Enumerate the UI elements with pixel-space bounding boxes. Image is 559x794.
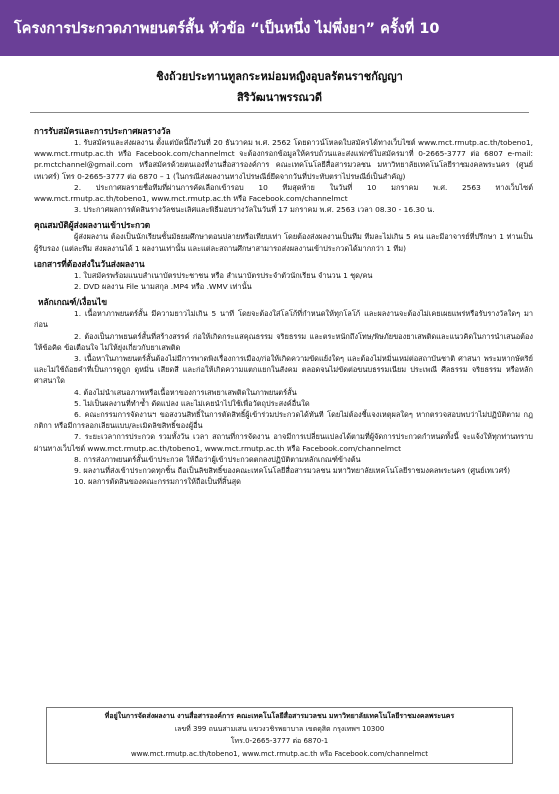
rules-item-4: 4. ต้องไม่นำเสนอภาพหรือเนื้อหาของการเสพยาเสพติดในภาพยนตร์สั้น xyxy=(74,387,297,397)
section-heading-apply: การรับสมัครและการประกาศผลรางวัล xyxy=(34,126,171,136)
qualifications-text: ผู้ส่งผลงาน ต้องเป็นนักเรียนชั้นมัธยมศึกษาตอนปลายหรือเทียบเท่า โดยต้องส่งผลงานเป็นทีม ทีมละไม่เกิน 5 คน และมีอาจารย์ที่ปรึกษา 1 ท่านเป็นผู้รับรอง (แต่ละทีม ส่งผลงานได้ 1 ผลงานเท่านั้น และแต่ละสถานศึกษาสามารถส่งผลงานเข้าประกวดได้มากกว่า 1 ทีม) xyxy=(34,232,533,253)
document-body xyxy=(0,113,559,487)
section-heading-qualifications: คุณสมบัติผู้ส่งผลงานเข้าประกวด xyxy=(34,220,151,231)
apply-item-3: 3. ประกาศผลการตัดสินรางวัลชนะเลิศและพิธีมอบรางวัลในวันที่ 17 มกราคม พ.ศ. 2563 เวลา 08.30 - 16.30 น. xyxy=(74,205,435,215)
footer-line-1: ที่อยู่ในการจัดส่งผลงาน งานสื่อสารองค์การ คณะเทคโนโลยีสื่อสารมวลชน มหาวิทยาลัยเทคโนโลยีราชมงคลพระนคร xyxy=(104,712,455,720)
rules-item-7: 7. ระยะเวลาการประกวด รวมทั้งวัน เวลา สถานที่การจัดงาน อาจมีการเปลี่ยนแปลงได้ตามที่ผู้จัดการประกวดกำหนดทั้งนี้ จะแจ้งให้ทุกท่านทราบผ่านทางเว็บไซต์ www.mct.rmutp.ac.th/tobeno1, www.mct.rmutp.ac.th หรือ Facebook.com/channelmct xyxy=(34,432,533,453)
apply-item-2: 2. ประกาศผลรายชื่อทีมที่ผ่านการคัดเลือกเข้ารอบ 10 ทีมสุดท้าย ในวันที่ 10 มกราคม พ.ศ. 2563 ทางเว็บไซต์ www.mct.rmutp.ac.th/tobeno1, www.mct.rmutp.ac.th หรือ Facebook.com/channelmct xyxy=(34,182,533,204)
rules-item-1: 1. เนื้อหาภาพยนตร์สั้น มีความยาวไม่เกิน 5 นาที โดยจะต้องใส่โลโก้ที่กำหนดให้ทุกโลโก้ และผลงานจะต้องไม่เคยเผยแพร่หรือรับรางวัลใดๆ มาก่อน xyxy=(34,309,533,330)
banner-title: โครงการประกวดภาพยนตร์สั้น หัวข้อ “เป็นหนึ่ง ไม่พึ่งยา” ครั้งที่ 10 xyxy=(14,20,440,37)
documents-item-1: 1. ใบสมัครพร้อมแนบสำเนาบัตรประชาชน หรือ สำเนาบัตรประจำตัวนักเรียน จำนวน 1 ชุด/คน xyxy=(74,270,373,280)
footer-line-3: โทร.0-2665-3777 ต่อ 6870-1 xyxy=(230,737,329,745)
address-box xyxy=(46,707,513,764)
documents-item-2: 2. DVD ผลงาน File นามสกุล .MP4 หรือ .WMV เท่านั้น xyxy=(74,282,252,292)
subtitle-line-1: ชิงถ้วยประทานทูลกระหม่อมหญิงอุบลรัตนราชกัญญา xyxy=(156,70,403,83)
footer-line-2: เลขที่ 399 ถนนสามเสน แขวงวชิรพยาบาล เขตดุสิต กรุงเทพฯ 10300 xyxy=(174,724,385,733)
footer-line-4: www.mct.rmutp.ac.th/tobeno1, www.mct.rmutp.ac.th หรือ Facebook.com/channelmct xyxy=(130,749,429,758)
rules-item-9: 9. ผลงานที่ส่งเข้าประกวดทุกชิ้น ถือเป็นลิขสิทธิ์ของคณะเทคโนโลยีสื่อสารมวลชน มหาวิทยาลัยเทคโนโลยีราชมงคลพระนคร (ศูนย์เทเวศร์) xyxy=(74,466,511,476)
rules-item-3: 3. เนื้อหาในภาพยนตร์สั้นต้องไม่มีการพาดพิงเรื่องการเมือง/ก่อให้เกิดความขัดแย้งใดๆ และต้องไม่หมิ่นเหม่ต่อสถาบันชาติ ศาสนา พระมหากษัตริย์ และไม่ใช้ถ้อยคำที่เป็นการดูถูก ดูหมิ่น เสียดสี และก่อให้เกิดความแตกแยกในสังคม ตลอดจนไม่ขัดต่อขนบธรรมเนียม ประเพณี ศีลธรรม จริยธรรม หรือหลักศาสนาใด xyxy=(34,354,533,386)
subtitle xyxy=(0,66,559,108)
rules-item-5: 5. ไม่เป็นผลงานที่ทำซ้ำ ดัดแปลง และไม่เคยนำไปใช้เพื่อวัตถุประสงค์อื่นใด xyxy=(74,398,310,408)
header-banner xyxy=(0,0,559,56)
section-heading-rules: หลักเกณฑ์/เงื่อนไข xyxy=(38,297,108,308)
rules-item-8: 8. การส่งภาพยนตร์สั้นเข้าประกวด ให้ถือว่าผู้เข้าประกวดตกลงปฏิบัติตามหลักเกณฑ์ข้างต้น xyxy=(74,454,361,464)
subtitle-line-2: สิริวัฒนาพรรณวดี xyxy=(236,91,323,104)
rules-item-10: 10. ผลการตัดสินของคณะกรรมการให้ถือเป็นที่สิ้นสุด xyxy=(74,477,241,487)
rules-item-6: 6. คณะกรรมการจัดงานฯ ขอสงวนสิทธิ์ในการตัดสิทธิ์ผู้เข้าร่วมประกวดได้ทันที โดยไม่ต้องชี้แจงเหตุผลใดๆ หากตรวจสอบพบว่าไม่ปฏิบัติตาม กฎ กติกา หรือมีการลอกเลียนแบบ/ละเมิดลิขสิทธิ์ของผู้อื่น xyxy=(34,410,533,431)
apply-item-1: 1. รับสมัครและส่งผลงาน ตั้งแต่บัดนี้ถึงวันที่ 20 ธันวาคม พ.ศ. 2562 โดยดาวน์โหลดใบสมัครได้ทางเว็บไซต์ www.mct.rmutp.ac.th/tobeno1, www.mct.rmutp.ac.th หรือ Facebook.com/channelmct จะต้องกรอกข้อมูลให้ครบถ้วนและส่งแฟกซ์ใบสมัครมาที่ 0-2665-3777 ต่อ 6807 e-mail: pr.mctchannel@gmail.com หรือสมัครด้วยตนเองที่งานสื่อสารองค์การ คณะเทคโนโลยีสื่อสารมวลชน มหาวิทยาลัยเทคโนโลยีราชมงคลพระนคร (ศูนย์เทเวศร์) โทร 0-2665-3777 ต่อ 6870 – 1 (ในกรณีส่งผลงานทางไปรษณีย์ยึดจากวันที่ประทับตราไปรษณีย์เป็นสำคัญ) xyxy=(34,138,533,181)
rules-item-2: 2. ต้องเป็นภาพยนตร์สั้นที่สร้างสรรค์ ก่อให้เกิดกระแสคุณธรรม จริยธรรม และตระหนักถึงโทษ/พิษภัยของยาเสพติดและแนวคิดในการนำเสนอต้องให้ข้อคิด ข้อเตือนใจ ไม่ให้ยุ่งเกี่ยวกับยาเสพติด xyxy=(34,331,533,352)
section-heading-documents: เอกสารที่ต้องส่งในวันส่งผลงาน xyxy=(34,258,145,269)
